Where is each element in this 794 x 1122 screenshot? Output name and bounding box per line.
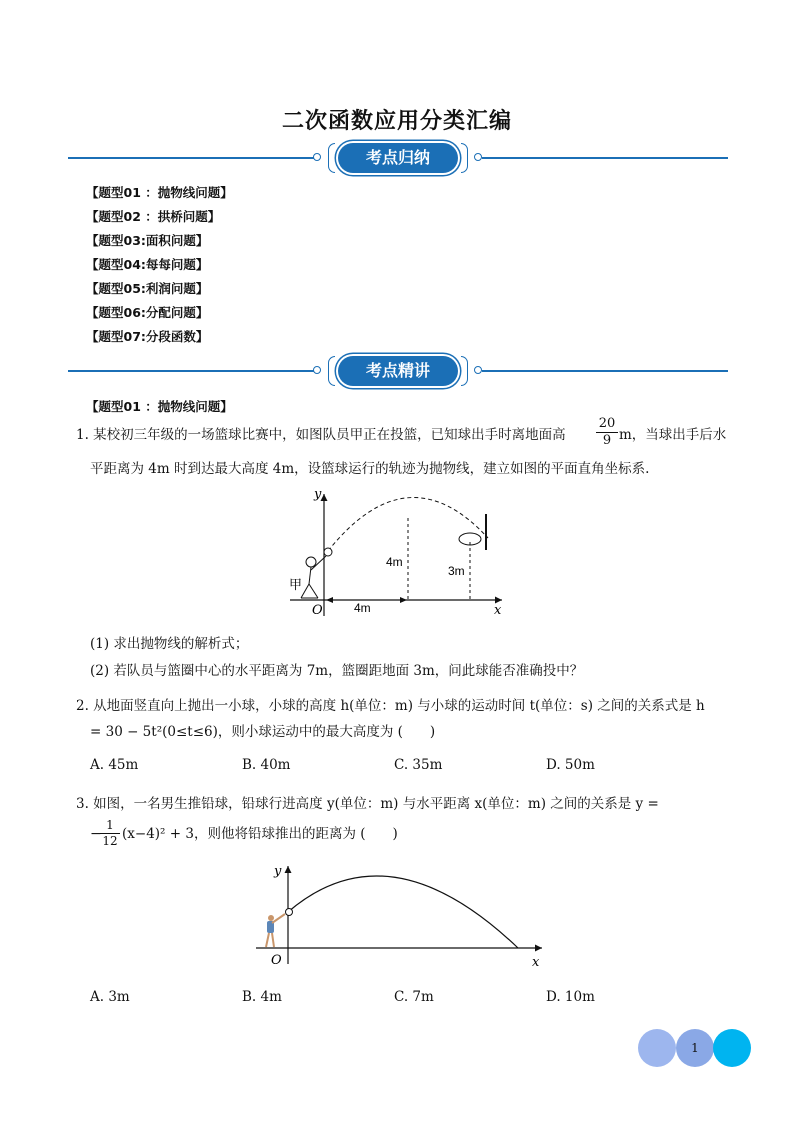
header-rule-left bbox=[68, 370, 316, 372]
q1-line2: 平距离为 4m 时到达最大高度 4m，设篮球运行的轨迹为抛物线，建立如图的平面直角坐标系. bbox=[90, 461, 650, 477]
q1-jia-label: 甲 bbox=[289, 578, 303, 593]
type-item-1: 【题型01 ：抛物线问题】 bbox=[86, 185, 233, 200]
q1-figure bbox=[280, 486, 520, 620]
header-rule-left bbox=[68, 157, 316, 159]
header-dot-right bbox=[474, 153, 482, 161]
q1-sub1: (1) 求出抛物线的解析式； bbox=[90, 636, 249, 652]
q3-x-label: x bbox=[532, 955, 540, 970]
q3-frac-num: 1 bbox=[106, 818, 114, 832]
header-rule-right bbox=[482, 370, 728, 372]
q1-x-label: x bbox=[494, 603, 502, 618]
q1-hoop-height-label: 3m bbox=[448, 564, 465, 578]
q3-frac-den: 12 bbox=[100, 833, 120, 848]
q2-option-b: B. 40m bbox=[242, 757, 291, 773]
q3-origin-label: O bbox=[271, 953, 282, 968]
q3-option-d: D. 10m bbox=[546, 989, 595, 1005]
q2-line1: 2. 从地面竖直向上抛出一小球，小球的高度 h(单位：m) 与小球的运动时间 t(单位：s) 之间的关系式是 h bbox=[76, 698, 705, 714]
q3-athlete bbox=[266, 914, 285, 947]
q1-origin-label: O bbox=[312, 603, 323, 618]
q1-frac-num: 20 bbox=[598, 416, 616, 431]
q2-line2: = 30 − 5t²(0≤t≤6)，则小球运动中的最大高度为 ( ) bbox=[90, 724, 436, 740]
q2-option-a: A. 45m bbox=[90, 757, 139, 773]
q3-parabola bbox=[288, 876, 518, 948]
page-title: 二次函数应用分类汇编 bbox=[281, 109, 512, 134]
current-type-heading: 【题型01 ：抛物线问题】 bbox=[86, 399, 233, 414]
q3-minus-sign: − bbox=[90, 826, 102, 842]
page-number: 1 bbox=[676, 1029, 714, 1067]
type-item-7: 【题型07:分段函数】 bbox=[86, 329, 209, 344]
q3-fraction bbox=[100, 818, 120, 848]
header-bracket-right bbox=[461, 356, 468, 386]
section-badge-kaodian-guina: 考点归纳 bbox=[338, 143, 458, 173]
q2-option-c: C. 35m bbox=[394, 757, 443, 773]
type-item-2: 【题型02 ：拱桥问题】 bbox=[86, 209, 221, 224]
page-circle-right bbox=[713, 1029, 751, 1067]
header-dot-right bbox=[474, 366, 482, 374]
q1-distance-label: 4m bbox=[354, 601, 371, 615]
q1-y-label: y bbox=[314, 487, 322, 502]
header-bracket-left bbox=[328, 356, 335, 386]
q1-player-jia bbox=[301, 556, 326, 598]
type-item-4: 【题型04:每每问题】 bbox=[86, 257, 209, 272]
q1-frac-den: 9 bbox=[596, 432, 618, 448]
header-bracket-left bbox=[328, 143, 335, 173]
q3-y-label: y bbox=[274, 864, 282, 879]
q3-option-c: C. 7m bbox=[394, 989, 434, 1005]
q1-fraction bbox=[596, 416, 618, 448]
q1-sub2: (2) 若队员与篮圈中心的水平距离为 7m，篮圈距地面 3m，问此球能否准确投中？ bbox=[90, 663, 584, 679]
page-circle-left bbox=[638, 1029, 676, 1067]
q3-option-b: B. 4m bbox=[242, 989, 282, 1005]
section-badge-kaodian-jingjiang: 考点精讲 bbox=[338, 356, 458, 386]
type-item-6: 【题型06:分配问题】 bbox=[86, 305, 209, 320]
q1-line1a: 1. 某校初三年级的一场篮球比赛中，如图队员甲正在投篮，已知球出手时离地面高 bbox=[76, 427, 566, 443]
header-rule-right bbox=[482, 157, 728, 159]
q3-option-a: A. 3m bbox=[90, 989, 130, 1005]
header-bracket-right bbox=[461, 143, 468, 173]
q1-ball bbox=[324, 548, 332, 556]
q3-shot-put bbox=[286, 909, 293, 916]
q3-figure bbox=[252, 860, 552, 972]
type-item-5: 【题型05:利润问题】 bbox=[86, 281, 209, 296]
header-dot-left bbox=[313, 366, 321, 374]
type-item-3: 【题型03:面积问题】 bbox=[86, 233, 209, 248]
header-dot-left bbox=[313, 153, 321, 161]
q1-max-height-label: 4m bbox=[386, 555, 403, 569]
q3-line1: 3. 如图，一名男生推铅球，铅球行进高度 y(单位：m) 与水平距离 x(单位：m) 之间的关系是 y = bbox=[76, 796, 659, 812]
q3-line2b: (x−4)² + 3，则他将铅球推出的距离为 ( ) bbox=[122, 826, 398, 842]
q1-line1b: m，当球出手后水 bbox=[619, 427, 727, 443]
q2-option-d: D. 50m bbox=[546, 757, 595, 773]
